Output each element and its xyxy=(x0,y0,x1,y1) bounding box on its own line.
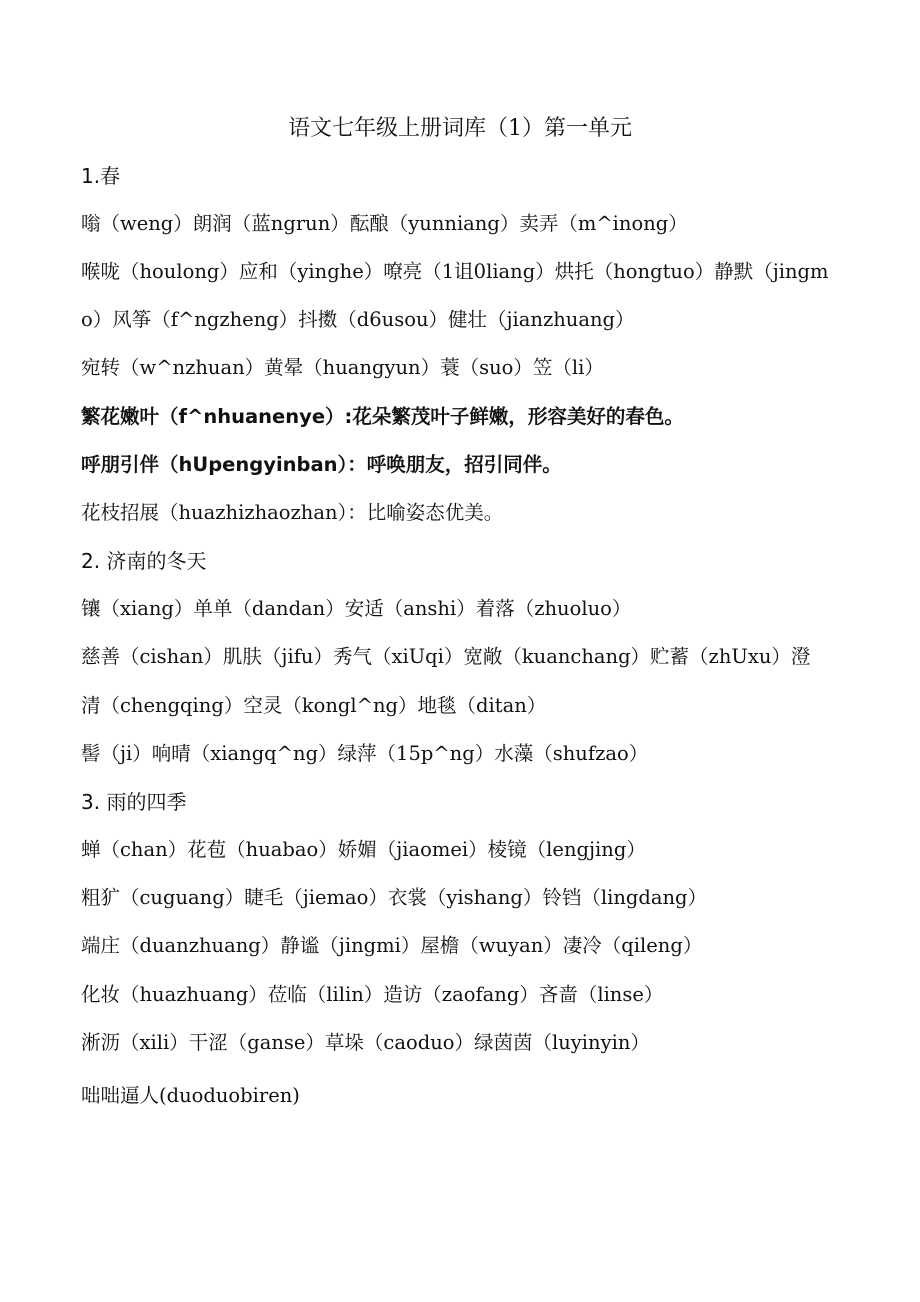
idiom-line: 咄咄逼人(duoduobiren) xyxy=(81,1084,300,1107)
vocab-line: 清（chengqing）空灵（kongl^ng）地毯（ditan） xyxy=(81,694,547,717)
idiom-line: 花枝招展（huazhizhaozhan）：比喻姿态优美。 xyxy=(81,501,504,524)
section-heading-2: 2. 济南的冬天 xyxy=(81,549,207,573)
section-heading-3: 3. 雨的四季 xyxy=(81,790,187,814)
vocab-line: 端庄（duanzhuang）静谧（jingmi）屋檐（wuyan）凄冷（qileng） xyxy=(81,934,703,957)
section-heading-1: 1.春 xyxy=(81,164,121,188)
vocab-line: 慈善（cishan）肌肤（jifu）秀气（xiUqi）宽敞（kuanchang）贮蓄（zhUxu）澄 xyxy=(81,645,811,668)
idiom-line: 繁花嫩叶（f^nhuanenye）:花朵繁茂叶子鲜嫩，形容美好的春色。 xyxy=(81,405,684,428)
vocab-line: 蝉（chan）花苞（huabao）娇媚（jiaomei）棱镜（lengjing） xyxy=(81,838,646,861)
vocab-line: 喉咙（houlong）应和（yinghe）嘹亮（1诅0liang）烘托（hongtuo）静默（jingm xyxy=(81,260,829,283)
vocab-line: 镶（xiang）单单（dandan）安适（anshi）着落（zhuoluo） xyxy=(81,597,632,620)
vocab-line: o）风筝（f^ngzheng）抖擞（d6usou）健壮（jianzhuang） xyxy=(81,308,635,331)
vocab-line: 嗡（weng）朗润（蓝ngrun）酝酿（yunniang）卖弄（m^inong） xyxy=(81,212,688,235)
idiom-line: 呼朋引伴（hUpengyinban）：呼唤朋友，招引同伴。 xyxy=(81,453,562,476)
vocab-line: 粗犷（cuguang）睫毛（jiemao）衣裳（yishang）铃铛（lingdang） xyxy=(81,886,708,909)
vocab-line: 淅沥（xili）干涩（ganse）草垛（caoduo）绿茵茵（luyinyin） xyxy=(81,1031,650,1054)
vocab-line: 髻（ji）响晴（xiangq^ng）绿萍（15p^ng）水藻（shufzao） xyxy=(81,742,649,765)
document-title: 语文七年级上册词库（1）第一单元 xyxy=(288,116,632,141)
vocab-line: 宛转（w^nzhuan）黄晕（huangyun）蓑（suo）笠（li） xyxy=(81,356,604,379)
vocab-line: 化妆（huazhuang）莅临（lilin）造访（zaofang）吝啬（linse） xyxy=(81,983,664,1006)
